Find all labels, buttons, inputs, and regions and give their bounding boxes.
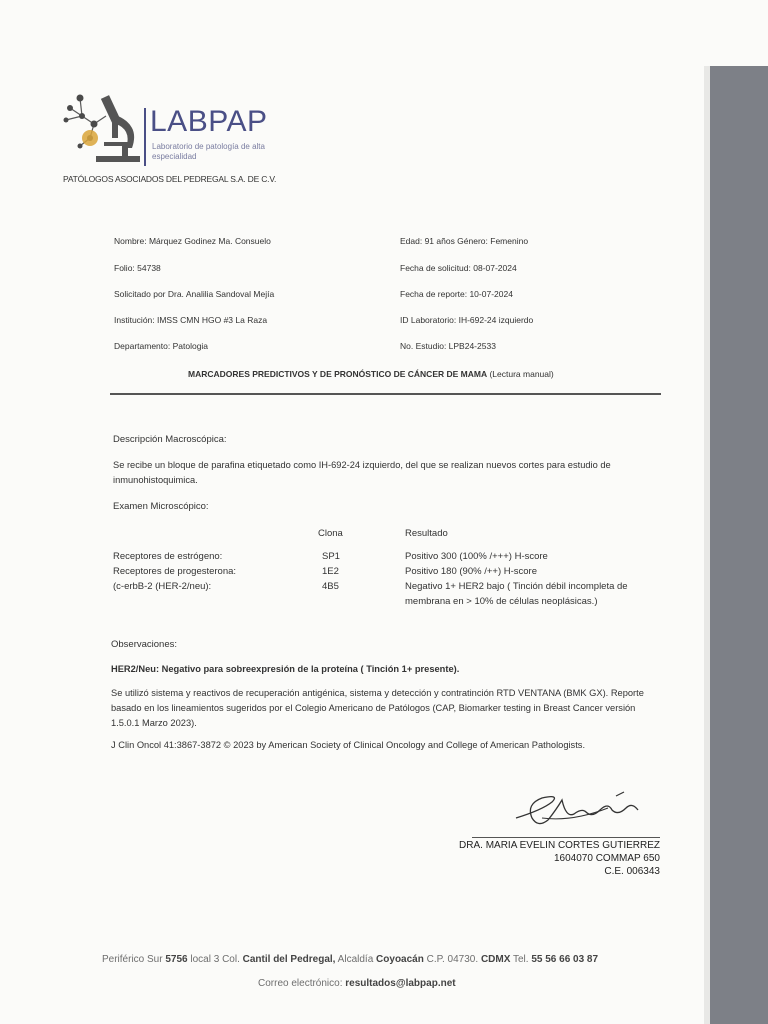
- marker-her2: (c-erbB-2 (HER-2/neu):: [113, 581, 212, 592]
- clone-pr: 1E2: [322, 566, 339, 577]
- footer-addr-part: Periférico Sur: [102, 954, 166, 965]
- footer-email: resultados@labpap.net: [345, 978, 456, 989]
- requested-by: Solicitado por Dra. Analilia Sandoval Mejía: [114, 289, 275, 299]
- result-her2: Negativo 1+ HER2 bajo ( Tinción débil incompleta de membrana en > 10% de células neoplásicas.): [405, 581, 628, 607]
- report-title-suffix: (Lectura manual): [487, 369, 554, 379]
- obs-methods: Se utilizó sistema y reactivos de recuperación antigénica, sistema y detección y contratinción RTD VENTANA (BMK GX). Reporte basado en los lineamientos sugeridos por el Colegio Americano de Patólogos (CAP, Biomarker testing in Breast Cancer versión 1.5.0.1 Marzo 2023).: [111, 688, 644, 728]
- study-number: No. Estudio: LPB24-2533: [400, 341, 496, 351]
- lab-id: ID Laboratorio: IH-692-24 izquierdo: [400, 315, 534, 325]
- footer-addr-part: C.P. 04730.: [423, 954, 481, 965]
- doctor-ce: C.E. 006343: [604, 866, 660, 877]
- marker-er: Receptores de estrógeno:: [113, 551, 223, 562]
- footer-email-line: [258, 978, 456, 989]
- footer-addr-part: Alcaldía: [335, 954, 377, 965]
- scan-side-band: [710, 66, 768, 1024]
- macro-heading: Descripción Macroscópica:: [113, 434, 227, 445]
- request-date: Fecha de solicitud: 08-07-2024: [400, 263, 517, 273]
- marker-pr: Receptores de progesterona:: [113, 566, 237, 577]
- brand-subtitle: Laboratorio de patología de alta especialidad: [152, 142, 265, 161]
- brand-divider: [144, 108, 146, 166]
- micro-heading: Examen Microscópico:: [113, 501, 209, 512]
- clone-er: SP1: [322, 551, 340, 562]
- footer-addr-city: CDMX: [480, 954, 511, 965]
- doctor-credentials: 1604070 COMMAP 650: [554, 853, 660, 864]
- institution: Institución: IMSS CMN HGO #3 La Raza: [114, 315, 268, 325]
- report-title: [188, 369, 554, 379]
- obs-her2-statement: HER2/Neu: Negativo para sobreexpresión de la proteína ( Tinción 1+ presente).: [111, 664, 460, 674]
- report-title-text: MARCADORES PREDICTIVOS Y DE PRONÓSTICO DE CÁNCER DE MAMA: [188, 369, 488, 379]
- doctor-name: DRA. MARIA EVELIN CORTES GUTIERREZ: [459, 840, 660, 851]
- handwritten-signature-icon: [512, 788, 652, 834]
- result-er: Positivo 300 (100% /+++) H-score: [405, 551, 548, 562]
- citation: J Clin Oncol 41:3867-3872 © 2023 by American Society of Clinical Oncology and College of American Pathologists.: [111, 740, 586, 750]
- signature-line: [472, 837, 660, 838]
- footer-addr-part: Tel.: [510, 954, 532, 965]
- col-resultado: Resultado: [405, 528, 448, 539]
- footer-email-label: Correo electrónico:: [258, 978, 346, 989]
- result-pr: Positivo 180 (90% /++) H-score: [405, 566, 538, 577]
- footer-addr-alcaldia: Coyoacán: [376, 954, 424, 965]
- microscope-logo-icon: [60, 86, 150, 170]
- footer-address: [102, 954, 598, 965]
- macro-text: Se recibe un bloque de parafina etiquetado como IH-692-24 izquierdo, del que se realizan nuevos cortes para estudio de inmunohistoquimica.: [113, 460, 611, 485]
- age-gender: Edad: 91 años Género: Femenino: [400, 236, 529, 246]
- department: Departamento: Patologia: [114, 341, 209, 351]
- report-date: Fecha de reporte: 10-07-2024: [400, 289, 513, 299]
- footer-phone: 55 56 66 03 87: [531, 954, 599, 965]
- company-name: PATÓLOGOS ASOCIADOS DEL PEDREGAL S.A. DE C.V.: [63, 174, 277, 184]
- title-divider: [110, 393, 661, 395]
- patient-name: Nombre: Márquez Godinez Ma. Consuelo: [114, 236, 271, 246]
- folio: Folio: 54738: [114, 263, 161, 273]
- footer-addr-number: 5756: [165, 954, 188, 965]
- obs-heading: Observaciones:: [111, 639, 178, 650]
- footer-addr-colonia: Cantil del Pedregal,: [242, 954, 336, 965]
- clone-her2: 4B5: [322, 581, 339, 592]
- col-clona: Clona: [318, 528, 343, 539]
- footer-addr-part: local 3 Col.: [187, 954, 243, 965]
- brand-name: LABPAP: [150, 105, 268, 138]
